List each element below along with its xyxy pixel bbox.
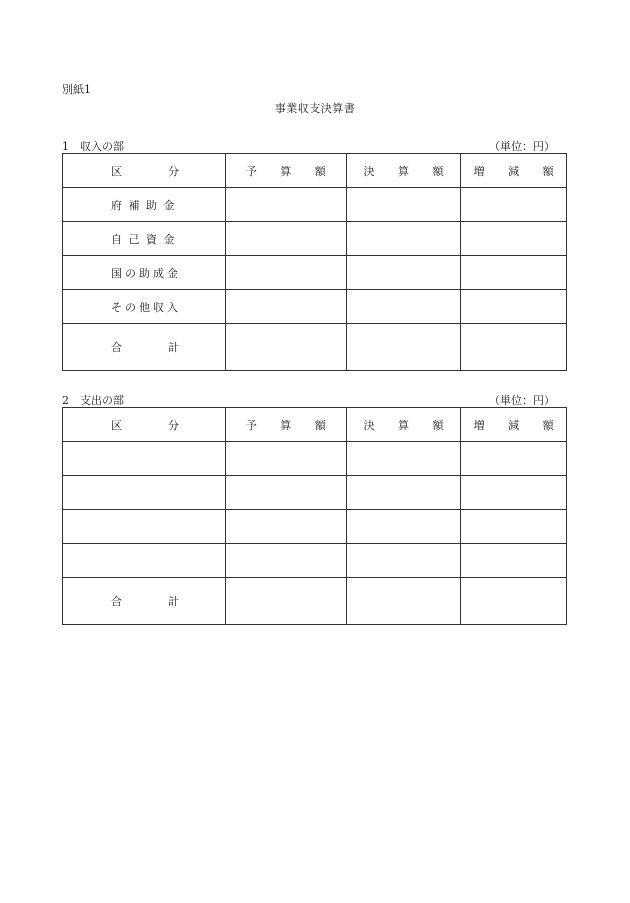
expense-total-row bbox=[63, 578, 567, 625]
income-header-row bbox=[63, 154, 567, 188]
expense-settlement-cell[interactable] bbox=[346, 544, 461, 578]
expense-item-cell[interactable] bbox=[63, 510, 226, 544]
income-total-budget[interactable] bbox=[225, 324, 346, 371]
attachment-label: 別紙1 bbox=[62, 83, 91, 96]
income-total-change[interactable] bbox=[461, 324, 567, 371]
expense-change-cell[interactable] bbox=[461, 510, 567, 544]
expense-row bbox=[63, 544, 567, 578]
income-row bbox=[63, 222, 567, 256]
header-category bbox=[63, 154, 226, 188]
income-settlement-cell[interactable] bbox=[346, 256, 461, 290]
expense-budget-cell[interactable] bbox=[225, 544, 346, 578]
income-change-cell[interactable] bbox=[461, 222, 567, 256]
expense-settlement-cell[interactable] bbox=[346, 442, 461, 476]
income-item: 自己資金 bbox=[63, 222, 226, 256]
total-left: 合 bbox=[111, 595, 122, 608]
income-row bbox=[63, 256, 567, 290]
income-item: 国の助成金 bbox=[63, 256, 226, 290]
total-right: 計 bbox=[167, 341, 179, 354]
header-change: 増 減 額 bbox=[461, 408, 567, 442]
income-budget-cell[interactable] bbox=[225, 290, 346, 324]
expense-item-cell[interactable] bbox=[63, 544, 226, 578]
document-title: 事業収支決算書 bbox=[274, 102, 356, 115]
income-row bbox=[63, 290, 567, 324]
expense-total-budget[interactable] bbox=[225, 578, 346, 625]
income-item: その他収入 bbox=[63, 290, 226, 324]
income-change-cell[interactable] bbox=[461, 256, 567, 290]
income-unit-label: （単位：円） bbox=[489, 140, 555, 153]
expense-unit-label: （単位：円） bbox=[489, 394, 555, 407]
expense-total-settlement[interactable] bbox=[346, 578, 461, 625]
income-total-settlement[interactable] bbox=[346, 324, 461, 371]
expense-budget-cell[interactable] bbox=[225, 510, 346, 544]
expense-row bbox=[63, 442, 567, 476]
income-budget-cell[interactable] bbox=[225, 222, 346, 256]
income-item: 府補助金 bbox=[63, 188, 226, 222]
header-budget: 予 算 額 bbox=[225, 154, 346, 188]
expense-item-cell[interactable] bbox=[63, 442, 226, 476]
expense-header-row bbox=[63, 408, 567, 442]
income-settlement-cell[interactable] bbox=[346, 222, 461, 256]
expense-budget-cell[interactable] bbox=[225, 442, 346, 476]
expense-change-cell[interactable] bbox=[461, 442, 567, 476]
total-left: 合 bbox=[111, 341, 122, 354]
income-settlement-cell[interactable] bbox=[346, 290, 461, 324]
income-change-cell[interactable] bbox=[461, 188, 567, 222]
expense-budget-cell[interactable] bbox=[225, 476, 346, 510]
header-category-left: 区 bbox=[111, 418, 122, 432]
header-settlement: 決 算 額 bbox=[346, 408, 461, 442]
expense-settlement-cell[interactable] bbox=[346, 476, 461, 510]
expense-section-heading: 2 支出の部 bbox=[62, 394, 124, 407]
income-row bbox=[63, 188, 567, 222]
expense-total-change[interactable] bbox=[461, 578, 567, 625]
header-change: 増 減 額 bbox=[461, 154, 567, 188]
header-category bbox=[63, 408, 226, 442]
header-category-right: 分 bbox=[167, 418, 179, 432]
expense-settlement-cell[interactable] bbox=[346, 510, 461, 544]
expense-row bbox=[63, 476, 567, 510]
header-category-right: 分 bbox=[167, 164, 179, 178]
expense-table bbox=[62, 407, 567, 625]
expense-total-label bbox=[63, 578, 226, 625]
income-section-heading: 1 収入の部 bbox=[62, 140, 124, 153]
header-settlement: 決 算 額 bbox=[346, 154, 461, 188]
expense-row bbox=[63, 510, 567, 544]
expense-item-cell[interactable] bbox=[63, 476, 226, 510]
income-table bbox=[62, 153, 567, 371]
expense-change-cell[interactable] bbox=[461, 476, 567, 510]
header-category-left: 区 bbox=[111, 164, 122, 178]
total-right: 計 bbox=[167, 595, 179, 608]
header-budget: 予 算 額 bbox=[225, 408, 346, 442]
income-budget-cell[interactable] bbox=[225, 256, 346, 290]
income-total-row bbox=[63, 324, 567, 371]
expense-change-cell[interactable] bbox=[461, 544, 567, 578]
income-change-cell[interactable] bbox=[461, 290, 567, 324]
income-total-label bbox=[63, 324, 226, 371]
income-settlement-cell[interactable] bbox=[346, 188, 461, 222]
income-budget-cell[interactable] bbox=[225, 188, 346, 222]
